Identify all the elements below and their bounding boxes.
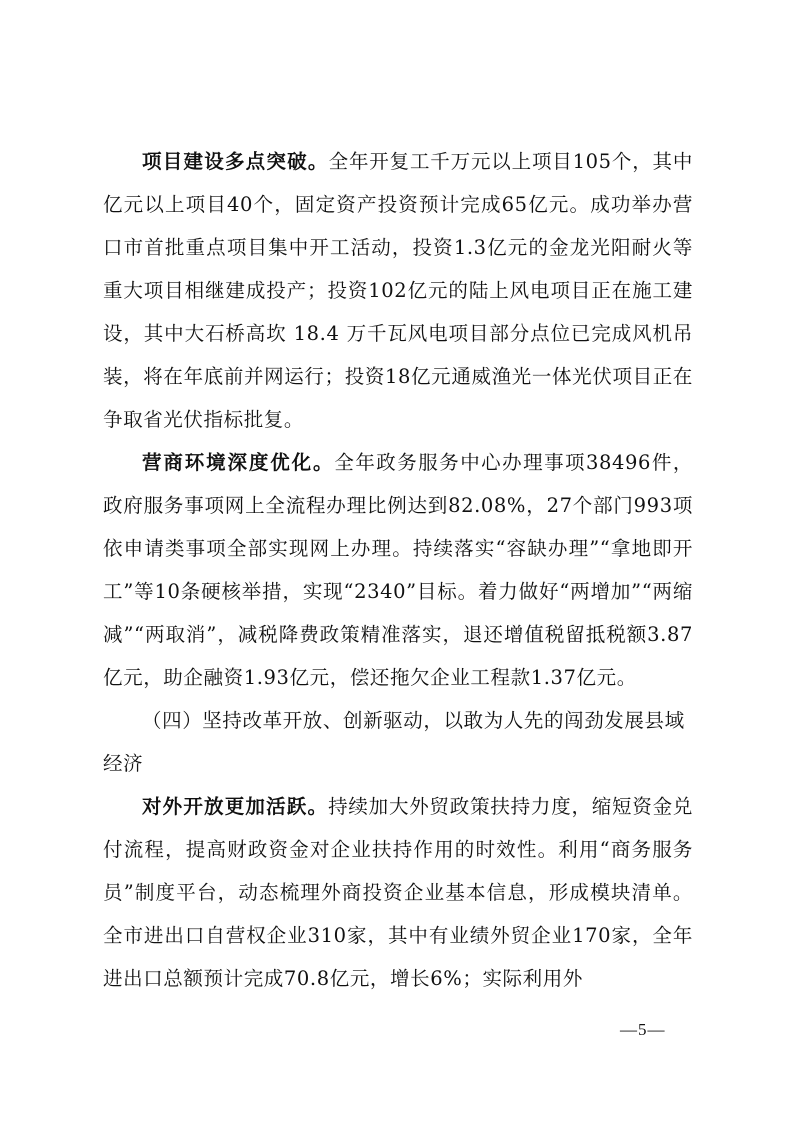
document-body [103,140,693,1000]
page-number: —5— [620,1020,666,1039]
paragraph-project-construction [103,140,693,441]
paragraph-text: 持续加大外贸政策扶持力度，缩短资金兑付流程，提高财政资金对企业扶持作用的时效性。利用“商务服务员”制度平台，动态梳理外商投资企业基本信息，形成模块清单。全市进出口自营权企业310家，其中有业绩外贸企业170家，全年进出口总额预计完成70.8亿元，增长6%；实际利用外 [103,795,693,990]
paragraph-heading: 项目建设多点突破。 [142,150,329,173]
paragraph-heading: 对外开放更加活跃。 [142,795,329,818]
paragraph-opening-up [103,785,693,1000]
section-title: （四）坚持改革开放、创新驱动，以敢为人先的闯劲发展县域经济 [103,709,685,775]
paragraph-text: 全年政务服务中心办理事项38496件，政府服务事项网上全流程办理比例达到82.08%，27个部门993项依申请类事项全部实现网上办理。持续落实“容缺办理”“拿地即开工”等10条硬核举措，实现“2340”目标。着力做好“两增加”“两缩减”“两取消”，减税降费政策精准落实，退还增值税留抵税额3.87亿元，助企融资1.93亿元，偿还拖欠企业工程款1.37亿元。 [103,451,693,689]
paragraph-text: 全年开复工千万元以上项目105个，其中亿元以上项目40个，固定资产投资预计完成65亿元。成功举办营口市首批重点项目集中开工活动，投资1.3亿元的金龙光阳耐火等重大项目相继建成投产；投资102亿元的陆上风电项目正在施工建设，其中大石桥高坎 18.4 万千瓦风电项目部分点位已完成风机吊装，将在年底前并网运行；投资18亿元通威渔光一体光伏项目正在争取省光伏指标批复。 [103,150,693,431]
paragraph-heading: 营商环境深度优化。 [142,451,335,474]
paragraph-business-environment [103,441,693,699]
